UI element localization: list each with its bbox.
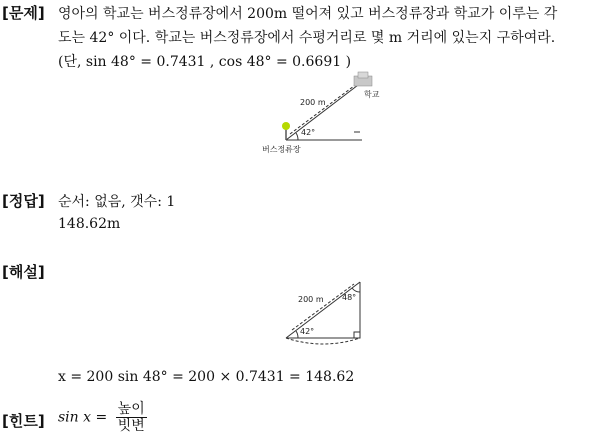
right-angle-mark bbox=[354, 332, 360, 338]
problem-figure bbox=[250, 68, 400, 158]
hypotenuse-dashed-line bbox=[292, 284, 357, 330]
problem-text-line-1: 영아의 학교는 버스정류장에서 200m 떨어져 있고 버스정류장과 학교가 이루는 각 bbox=[58, 6, 558, 22]
distance-line bbox=[286, 82, 362, 140]
problem-text-line-3: (단, sin 48° = 0.7431 , cos 48° = 0.6691 ) bbox=[58, 54, 352, 70]
hint-formula bbox=[58, 401, 147, 434]
top-angle-arc bbox=[352, 288, 360, 292]
top-angle-label: 48° bbox=[342, 293, 357, 302]
solution-label: [해설] bbox=[2, 263, 45, 281]
distance-label: 200 m bbox=[300, 98, 326, 107]
hypotenuse-line bbox=[286, 282, 360, 338]
school-label: 학교 bbox=[364, 90, 380, 99]
problem-text-line-2: 도는 42° 이다. 학교는 버스정류장에서 수평거리로 몇 m 거리에 있는지 구하여라. bbox=[58, 30, 556, 46]
solution-figure bbox=[278, 278, 373, 353]
bus-stop-label: 버스정류장 bbox=[262, 145, 301, 154]
school-icon bbox=[354, 72, 372, 86]
answer-meta: 순서: 없음, 갯수: 1 bbox=[58, 194, 176, 210]
answer-value: 148.62m bbox=[58, 216, 121, 232]
base-dashed-arc bbox=[286, 338, 360, 344]
hint-label: [힌트] bbox=[2, 412, 45, 430]
angle-label: 42° bbox=[301, 128, 316, 137]
bottom-angle-label: 42° bbox=[300, 327, 315, 336]
problem-label: [문제] bbox=[2, 4, 45, 22]
hint-fraction bbox=[116, 401, 147, 434]
distance-dashed-line bbox=[290, 83, 358, 134]
bottom-angle-arc bbox=[296, 331, 298, 338]
answer-label: [정답] bbox=[2, 192, 45, 210]
hint-numerator: 높이 bbox=[117, 401, 145, 417]
angle-arc bbox=[296, 133, 298, 140]
hint-denominator: 빗변 bbox=[117, 418, 145, 434]
hypotenuse-label: 200 m bbox=[298, 295, 324, 304]
hint-lhs: sin x = bbox=[58, 409, 108, 426]
solution-equation: x = 200 sin 48° = 200 × 0.7431 = 148.62 bbox=[58, 369, 355, 385]
